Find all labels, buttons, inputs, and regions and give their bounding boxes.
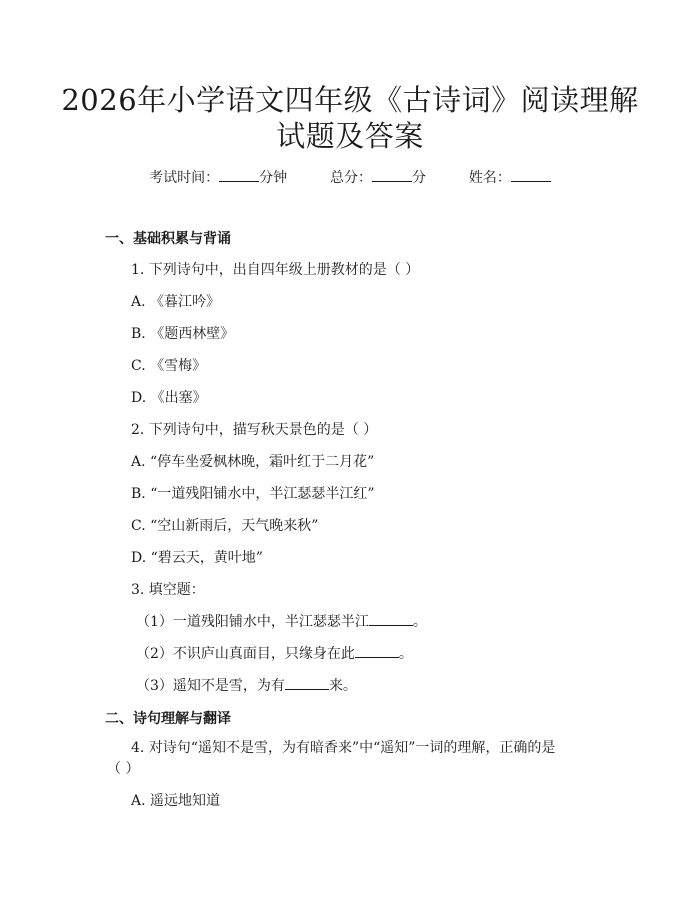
question-2-option-a: A. “停车坐爱枫林晚，霜叶红于二月花” — [131, 454, 375, 470]
question-3: 3. 填空题： — [131, 582, 205, 598]
exam-title-line2: 试题及答案 — [276, 119, 424, 153]
question-2-option-d: D. “碧云天，黄叶地” — [131, 550, 263, 566]
exam-time-suffix: 分钟 — [259, 170, 288, 186]
total-score-label: 总分： — [330, 170, 372, 186]
fill-blank-item-3-end: 来。 — [328, 678, 357, 694]
fill-blank-item-1-end: 。 — [412, 614, 427, 630]
fill-blank-item-1-text: （1）一道残阳铺水中，半江瑟瑟半江 — [136, 614, 369, 630]
student-name-blank — [511, 169, 551, 182]
total-score-blank — [372, 169, 412, 182]
fill-blank-item-3 — [136, 676, 357, 696]
exam-title-line1: 2026年小学语文四年级《古诗词》阅读理解 — [61, 83, 639, 117]
answer-blank — [369, 613, 413, 626]
exam-time-blank — [219, 169, 259, 182]
student-name-label: 姓名： — [468, 170, 511, 186]
fill-blank-item-3-text: （3）遥知不是雪，为有 — [136, 678, 285, 694]
exam-time-label: 考试时间： — [149, 170, 220, 186]
fill-blank-item-1 — [136, 612, 427, 632]
question-4-option-a: A. 遥远地知道 — [131, 793, 221, 809]
question-1-option-a: A. 《暮江吟》 — [131, 294, 221, 310]
answer-blank — [285, 677, 329, 690]
fill-blank-item-2-text: （2）不识庐山真面目，只缘身在此 — [136, 646, 355, 662]
answer-blank — [355, 645, 399, 658]
fill-blank-item-2 — [136, 644, 413, 664]
exam-meta — [0, 168, 700, 188]
student-name-field — [469, 168, 551, 188]
question-2: 2. 下列诗句中，描写秋天景色的是（ ） — [131, 422, 378, 438]
question-1: 1. 下列诗句中，出自四年级上册教材的是（ ） — [131, 262, 420, 278]
question-2-option-b: B. “一道残阳铺水中，半江瑟瑟半江红” — [131, 486, 375, 502]
question-4: 4. 对诗句“遥知不是雪，为有暗香来”中“遥知”一词的理解，正确的是 — [131, 740, 556, 756]
total-score-field — [330, 168, 426, 188]
section-heading: 二、诗句理解与翻译 — [105, 711, 231, 727]
question-2-option-c: C. “空山新雨后，天气晚来秋” — [131, 518, 319, 534]
question-1-option-c: C. 《雪梅》 — [131, 358, 207, 374]
question-4-continuation: （ ） — [107, 761, 140, 777]
total-score-suffix: 分 — [412, 170, 426, 186]
question-1-option-d: D. 《出塞》 — [131, 390, 207, 406]
question-1-option-b: B. 《题西林壁》 — [131, 326, 235, 342]
exam-time-field — [149, 168, 287, 188]
fill-blank-item-2-end: 。 — [398, 646, 413, 662]
section-heading: 一、基础积累与背诵 — [105, 231, 231, 247]
